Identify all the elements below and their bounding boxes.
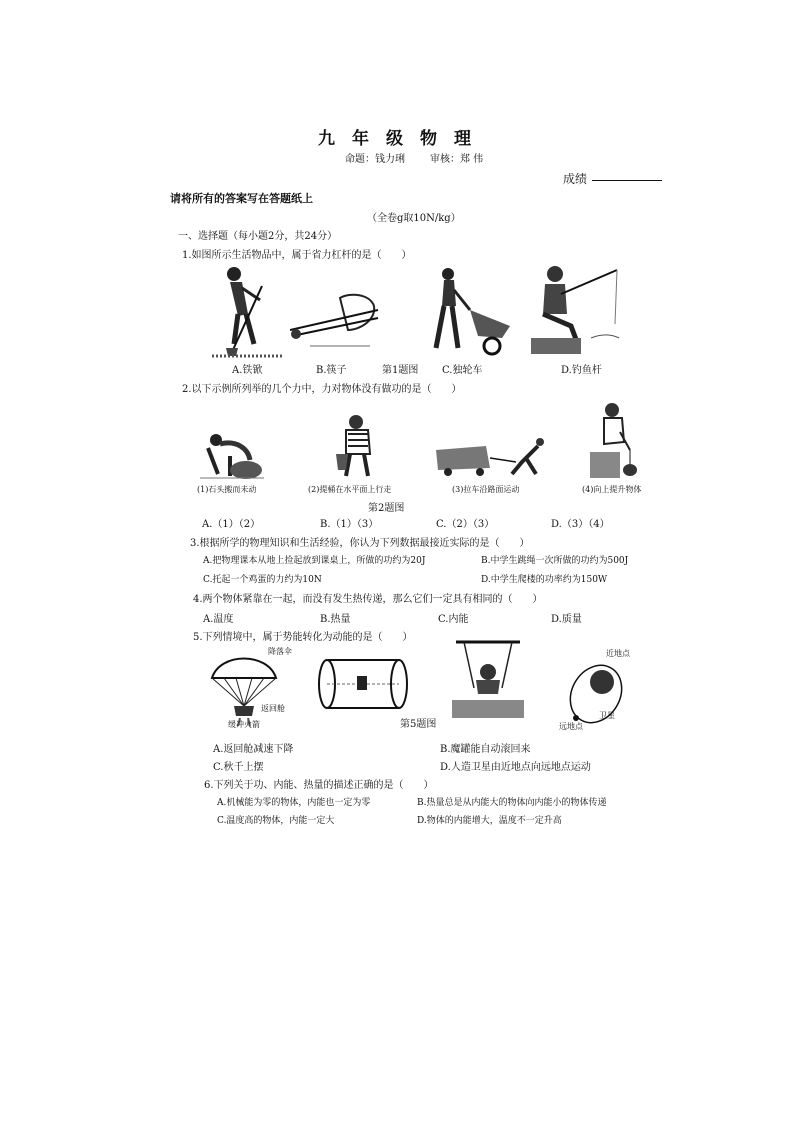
q1-fishing-rod-figure [531,264,621,356]
q2-option-c[interactable]: C.（2）（3） [436,519,495,530]
q5-option-d[interactable]: D.人造卫星由近地点向远地点运动 [440,762,591,773]
q2-lift-figure [590,402,656,478]
q5-swing-figure [452,638,524,718]
section-title: 一、选择题（每小题2分，共24分） [178,231,338,242]
q4-option-d[interactable]: D.质量 [551,614,582,625]
q5-rocket-label: 缓冲火箭 [228,720,260,729]
page-title: 九年级物理 [318,129,488,149]
answer-note: 请将所有的答案写在答题纸上 [170,192,313,205]
q3-option-a[interactable]: A.把物理课本从地上捡起放到课桌上，所做的功约为20J [203,556,426,566]
q6-option-a[interactable]: A.机械能为零的物体，内能也一定为零 [217,798,371,808]
q5-option-a[interactable]: A.返回舱减速下降 [213,744,294,755]
q3-option-b[interactable]: B.中学生跳绳一次所做的功约为500J [481,556,629,566]
q3-option-d[interactable]: D.中学生爬楼的功率约为150W [481,575,608,585]
q5-figure-label: 第5题图 [400,719,437,730]
q3-stem: 3.根据所学的物理知识和生活经验，你认为下列数据最接近实际的是（ ） [190,538,530,549]
q5-capsule-figure [210,648,290,728]
q1-caption-a: A.铁锨 [232,365,263,376]
q1-shovel-figure [212,264,282,360]
q4-option-a[interactable]: A.温度 [203,614,234,625]
q1-chopsticks-figure [290,290,380,352]
author-label: 命题： [345,154,375,165]
reviewer-name: 郑 伟 [460,154,484,165]
q6-option-b[interactable]: B.热量总是从内能大的物体向内能小的物体传递 [417,798,607,808]
q2-caption-1: (1)石头搬而未动 [197,485,257,494]
score-blank[interactable] [592,180,662,181]
q1-stem: 1.如图所示生活物品中，属于省力杠杆的是（ ） [182,250,412,261]
reviewer-label: 审核： [430,154,460,165]
q2-caption-3: (3)拉车沿路面运动 [452,485,520,494]
q1-caption-c: C.独轮车 [442,365,483,376]
q2-stone-figure [200,430,264,480]
q2-option-b[interactable]: B.（1）（3） [320,519,379,530]
q4-stem: 4.两个物体紧靠在一起，而没有发生热传递，那么它们一定具有相同的（ ） [193,594,543,605]
q1-wheelbarrow-figure [418,266,514,356]
q3-option-c[interactable]: C.托起一个鸡蛋的力约为10N [203,575,322,585]
q5-perigee-label: 近地点 [606,649,630,658]
score-label: 成绩 [563,172,588,186]
q1-figure-label: 第1题图 [382,365,419,376]
q6-option-d[interactable]: D.物体的内能增大，温度不一定升高 [417,816,562,826]
q2-option-d[interactable]: D.（3）（4） [551,519,610,530]
q2-stem: 2.以下示例所列举的几个力中，力对物体没有做功的是（ ） [182,384,462,395]
q2-cart-figure [436,438,552,478]
q5-stem: 5.下列情境中，属于势能转化为动能的是（ ） [193,632,413,643]
q1-caption-b: B.筷子 [316,365,347,376]
q6-option-c[interactable]: C.温度高的物体，内能一定大 [217,816,335,826]
q2-figure-label: 第2题图 [368,503,405,514]
q5-satellite-label: 卫星 [599,711,615,720]
q2-option-a[interactable]: A.（1）（2） [202,519,261,530]
q5-roller-can-figure [317,656,409,712]
q5-option-c[interactable]: C.秋千上摆 [213,762,264,773]
q5-apogee-label: 远地点 [559,722,583,731]
q6-stem: 6.下列关于功、内能、热量的描述正确的是（ ） [204,780,434,791]
author-name: 钱力琍 [375,154,405,165]
q5-parachute-label: 降落伞 [268,647,292,656]
q1-caption-d: D.钓鱼杆 [561,365,602,376]
q2-bucket-figure [334,414,384,480]
q4-option-b[interactable]: B.热量 [320,614,351,625]
q4-option-c[interactable]: C.内能 [438,614,469,625]
q5-capsule-label: 返回舱 [261,704,285,713]
q2-caption-2: (2)提桶在水平面上行走 [308,485,392,494]
q2-caption-4: (4)向上提升物体 [582,485,642,494]
g-note: （全卷g取10N/kg） [367,213,461,224]
q5-option-b[interactable]: B.魔罐能自动滚回来 [440,744,531,755]
